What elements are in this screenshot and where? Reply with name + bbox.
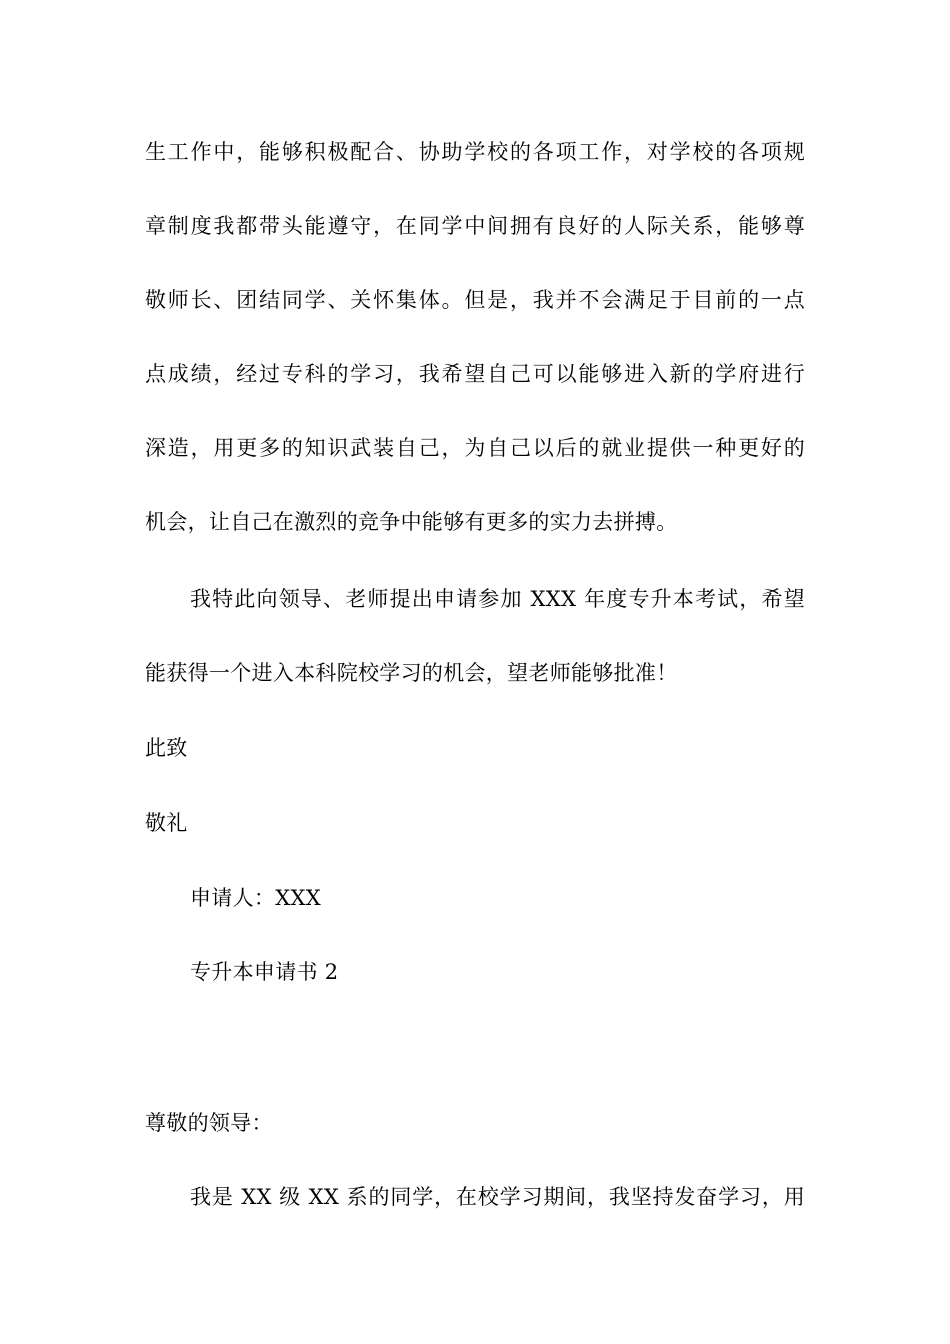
paragraph-line-5: 深造，用更多的知识武装自己，为自己以后的就业提供一种更好的 xyxy=(145,436,805,460)
applicant-signature: 申请人：XXX xyxy=(190,886,321,910)
paragraph-line-1: 生工作中，能够积极配合、协助学校的各项工作，对学校的各项规 xyxy=(145,140,805,164)
section-title: 专升本申请书 2 xyxy=(190,960,339,984)
body-line-1: 我是 XX 级 XX 系的同学，在校学习期间，我坚持发奋学习，用 xyxy=(190,1185,805,1209)
paragraph-line-2: 章制度我都带头能遵守，在同学中间拥有良好的人际关系，能够尊 xyxy=(145,214,805,238)
paragraph-line-4: 点成绩，经过专科的学习，我希望自己可以能够进入新的学府进行 xyxy=(145,362,805,386)
closing-greeting: 此致 xyxy=(145,736,188,760)
request-line-2: 能获得一个进入本科院校学习的机会，望老师能够批准！ xyxy=(145,661,678,685)
paragraph-line-6: 机会，让自己在激烈的竞争中能够有更多的实力去拼搏。 xyxy=(145,510,678,534)
request-line-1: 我特此向领导、老师提出申请参加 XXX 年度专升本考试，希望 xyxy=(190,587,805,611)
closing-salute: 敬礼 xyxy=(145,811,188,835)
salutation: 尊敬的领导： xyxy=(145,1111,273,1135)
paragraph-line-3: 敬师长、团结同学、关怀集体。但是，我并不会满足于目前的一点 xyxy=(145,288,805,312)
